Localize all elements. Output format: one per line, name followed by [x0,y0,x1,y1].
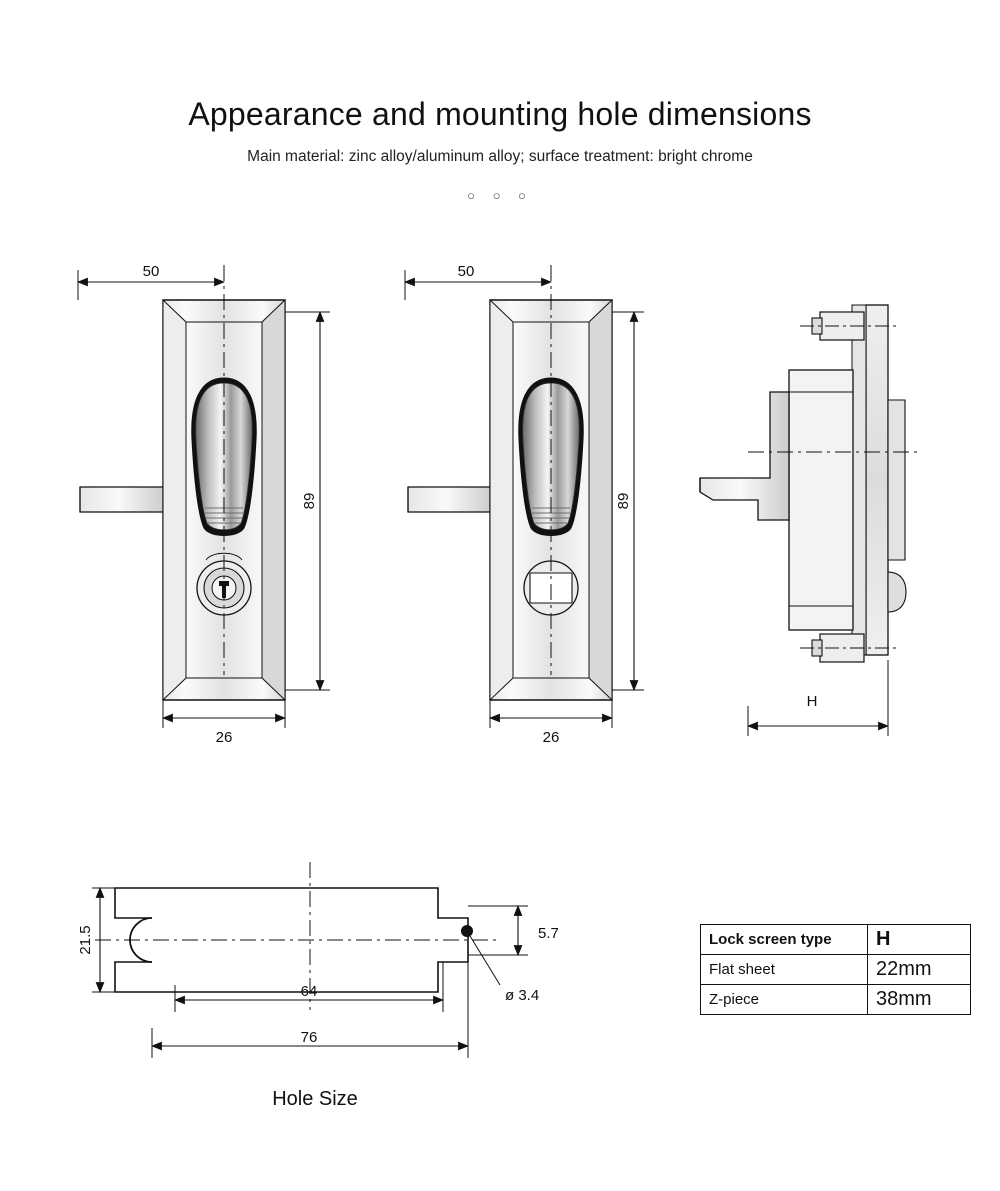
view-front-with-key [78,263,330,746]
page-title: Appearance and mounting hole dimensions [188,96,812,132]
table-cell-type-flat-sheet: Flat sheet [701,955,868,985]
dim-front-blank-depth: 26 [542,729,560,746]
view-side-section [700,305,920,736]
dim-hole-outer-width: 76 [300,1029,318,1046]
view-hole-size [77,862,559,1110]
dim-front-blank-height: 89 [615,492,632,510]
dim-front-key-height: 89 [301,492,318,510]
table-cell-h-flat-sheet: 22mm [868,955,971,985]
table-header-type: Lock screen type [701,925,868,955]
table-cell-h-z-piece: 38mm [868,985,971,1015]
decorative-dots: ○ ○ ○ [467,188,533,203]
dim-hole-inner-width: 64 [300,983,318,1000]
table-row [701,985,971,1015]
table-cell-type-z-piece: Z-piece [701,985,868,1015]
dim-hole-diameter: ø 3.4 [505,987,540,1004]
dim-front-key-width: 50 [142,263,160,280]
table-header-h: H [868,925,971,955]
hole-size-caption: Hole Size [272,1088,358,1110]
dim-side-h: H [806,693,818,710]
table-row [701,955,971,985]
dim-front-blank-width: 50 [457,263,475,280]
page-subtitle: Main material: zinc alloy/aluminum alloy; surface treatment: bright chrome [247,148,753,165]
table-header-row [701,925,971,955]
dim-front-key-depth: 26 [215,729,233,746]
dim-hole-height: 21.5 [77,925,94,955]
view-front-blank [405,263,644,746]
lock-screen-type-table [700,924,971,1015]
dim-hole-offset: 5.7 [538,925,559,942]
